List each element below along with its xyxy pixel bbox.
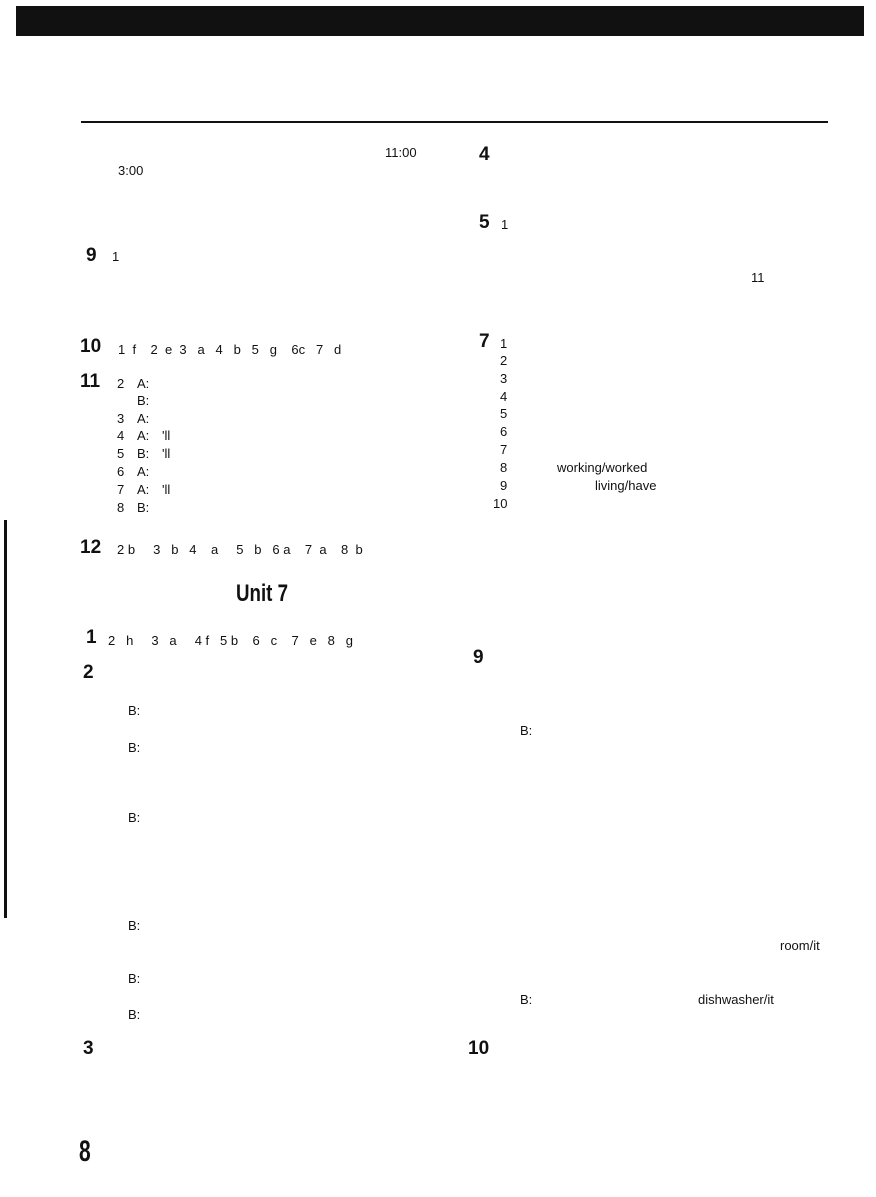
- exercise-10-answers: 1 f 2 e 3 a 4 b 5 g 6c 7 d: [118, 342, 342, 357]
- exercise-7-row-num: 2: [500, 353, 508, 368]
- exercise-4-number: 4: [479, 144, 490, 165]
- exercise-11-speaker: A:: [137, 482, 150, 497]
- page-edge-bar: [4, 520, 7, 918]
- exercise-1-answers: 2 h 3 a 4 f 5 b 6 c 7 e 8 g: [108, 633, 353, 648]
- exercise-9b-number: 9: [473, 647, 484, 668]
- exercise-7-row-num: 3: [500, 371, 508, 386]
- exercise-9b-speaker: B:: [520, 992, 533, 1007]
- exercise-7-number: 7: [479, 331, 490, 352]
- exercise-7-row-num: 7: [500, 442, 508, 457]
- exercise-9b-dishwasher-it: dishwasher/it: [698, 992, 774, 1007]
- exercise-7-text: living/have: [595, 478, 657, 493]
- exercise-5-value: 11: [751, 270, 765, 285]
- exercise-11-row-num: 3: [117, 411, 125, 426]
- exercise-11-speaker: A:: [137, 464, 150, 479]
- exercise-5-item: 1: [501, 217, 509, 232]
- page-number: 8: [79, 1135, 91, 1168]
- exercise-7-text: working/worked: [557, 460, 648, 475]
- exercise-2-number: 2: [83, 662, 94, 683]
- exercise-9-item: 1: [112, 249, 120, 264]
- exercise-7-row-num: 4: [500, 389, 508, 404]
- top-header-bar: [16, 6, 864, 36]
- exercise-10b-number: 10: [468, 1038, 490, 1059]
- exercise-11-row-num: 7: [117, 482, 125, 497]
- exercise-11-speaker: B:: [137, 446, 150, 461]
- exercise-7-row-num: 10: [493, 496, 508, 511]
- exercise-2-speaker: B:: [128, 1007, 141, 1022]
- time-300: 3:00: [118, 163, 144, 178]
- exercise-5-number: 5: [479, 212, 490, 233]
- exercise-11-row-num: 6: [117, 464, 125, 479]
- exercise-7-row-num: 5: [500, 406, 508, 421]
- exercise-10-number: 10: [80, 336, 102, 357]
- exercise-2-speaker: B:: [128, 971, 141, 986]
- exercise-2-speaker: B:: [128, 918, 141, 933]
- time-1100: 11:00: [385, 145, 417, 160]
- exercise-9b-room-it: room/it: [780, 938, 820, 953]
- exercise-11-row-num: 2: [117, 376, 125, 391]
- exercise-11-speaker: B:: [137, 500, 150, 515]
- unit-title: Unit 7: [236, 580, 289, 607]
- exercise-3-number: 3: [83, 1038, 94, 1059]
- exercise-2-speaker: B:: [128, 703, 141, 718]
- exercise-7-row-num: 6: [500, 424, 508, 439]
- exercise-11-row-num: 5: [117, 446, 125, 461]
- exercise-11-row-num: 8: [117, 500, 125, 515]
- exercise-2-speaker: B:: [128, 810, 141, 825]
- exercise-9-number: 9: [86, 245, 97, 266]
- exercise-11-text: 'll: [162, 428, 171, 443]
- exercise-7-row-num: 8: [500, 460, 508, 475]
- exercise-11-text: 'll: [162, 482, 171, 497]
- exercise-11-speaker: A:: [137, 411, 150, 426]
- exercise-2-speaker: B:: [128, 740, 141, 755]
- exercise-11-speaker: A:: [137, 376, 150, 391]
- exercise-1-number: 1: [86, 627, 97, 648]
- exercise-11-row-num: 4: [117, 428, 125, 443]
- exercise-12-answers: 2 b 3 b 4 a 5 b 6 a 7 a 8 b: [117, 542, 363, 557]
- exercise-11-number: 11: [80, 371, 101, 392]
- exercise-7-row-num: 1: [500, 336, 508, 351]
- exercise-11-speaker: B:: [137, 393, 150, 408]
- exercise-9b-speaker: B:: [520, 723, 533, 738]
- exercise-12-number: 12: [80, 537, 102, 558]
- header-rule: [81, 121, 828, 123]
- exercise-11-speaker: A:: [137, 428, 150, 443]
- exercise-7-row-num: 9: [500, 478, 508, 493]
- exercise-11-text: 'll: [162, 446, 171, 461]
